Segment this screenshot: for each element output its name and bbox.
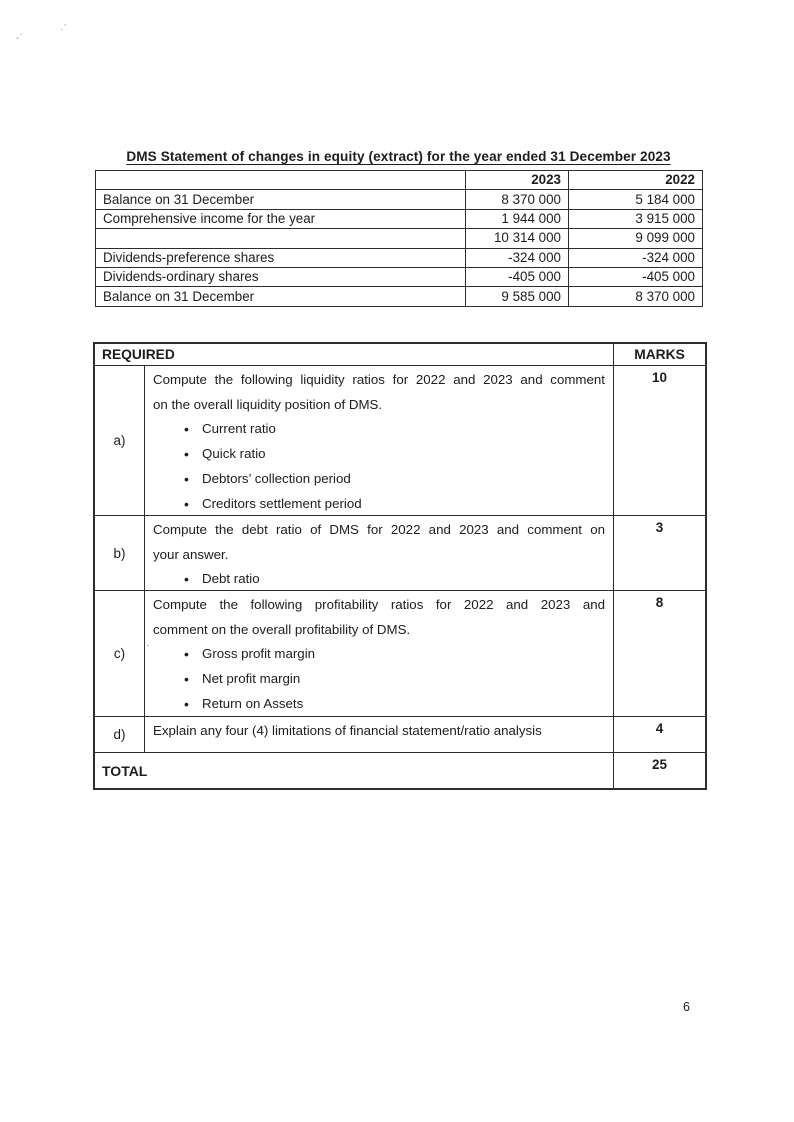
value-2023: -405 000 [466, 267, 569, 286]
equity-header-blank [96, 171, 466, 190]
marks-value-d: 4 [614, 716, 705, 752]
row-label: Balance on 31 December [96, 287, 466, 306]
marks-value-a: 10 [614, 365, 705, 515]
question-text-line: comment on the overall profitability of DMS. [153, 621, 411, 637]
value-2022: 8 370 000 [569, 287, 703, 306]
value-2022: 3 915 000 [569, 209, 703, 228]
value-2023: 10 314 000 [466, 229, 569, 248]
equity-header-2022: 2022 [569, 171, 703, 190]
table-row-subtotal [96, 229, 703, 248]
question-content-c [145, 590, 614, 716]
marks-value-c: 8 [614, 590, 705, 716]
bullet-item: • Quick ratio [153, 442, 605, 467]
required-table [93, 342, 707, 790]
value-2023: 1 944 000 [466, 209, 569, 228]
question-content-b [145, 515, 614, 590]
row-label: Dividends-preference shares [96, 248, 466, 267]
question-label-d: d) [95, 716, 145, 752]
required-header: REQUIRED [95, 344, 614, 365]
value-2022: 9 099 000 [569, 229, 703, 248]
question-text-line: your answer. [153, 546, 229, 562]
equity-statement-title: DMS Statement of changes in equity (extract) for the year ended 31 December 2023 [126, 149, 671, 164]
value-2022: 5 184 000 [569, 190, 703, 209]
question-text-line: Compute the following profitability ratios for 2022 and 2023 and [153, 597, 605, 612]
table-row [96, 209, 703, 228]
bullet-item: • Current ratio [153, 417, 605, 442]
question-content-a [145, 365, 614, 515]
total-label: TOTAL [95, 752, 614, 788]
equity-table [95, 170, 703, 307]
scan-artifact: ¸· [16, 29, 23, 40]
bullet-item: • Creditors settlement period [153, 492, 605, 517]
question-label-b: b) [95, 515, 145, 590]
table-row [96, 248, 703, 267]
bullet-item: • Return on Assets [153, 692, 605, 717]
value-2022: -405 000 [569, 267, 703, 286]
table-row [96, 267, 703, 286]
equity-header-2023: 2023 [466, 171, 569, 190]
row-label [96, 229, 466, 248]
question-text-line: Explain any four (4) limitations of financial statement/ratio analysis [153, 723, 542, 738]
question-label-c: c) [95, 590, 145, 716]
question-content-d [145, 716, 614, 752]
table-row [96, 287, 703, 306]
bullet-item: • Net profit margin [153, 667, 605, 692]
row-label: Dividends-ordinary shares [96, 267, 466, 286]
bullet-item: • Gross profit margin [153, 642, 605, 667]
value-2022: -324 000 [569, 248, 703, 267]
value-2023: 8 370 000 [466, 190, 569, 209]
table-row [96, 190, 703, 209]
question-text-line: Compute the following liquidity ratios for 2022 and 2023 and comment [153, 372, 605, 387]
scan-artifact: ·ˊ [60, 24, 67, 35]
question-label-a: a) [95, 365, 145, 515]
total-marks-value: 25 [614, 752, 705, 788]
question-text-line: on the overall liquidity position of DMS. [153, 396, 383, 412]
marks-value-b: 3 [614, 515, 705, 590]
row-label: Balance on 31 December [96, 190, 466, 209]
page-number: 6 [683, 1000, 690, 1014]
scan-artifact: · [146, 640, 150, 651]
bullet-item: • Debtors’ collection period [153, 467, 605, 492]
question-text-line: Compute the debt ratio of DMS for 2022 and 2023 and comment on [153, 522, 605, 537]
marks-header: MARKS [634, 347, 685, 362]
row-label: Comprehensive income for the year [96, 209, 466, 228]
value-2023: -324 000 [466, 248, 569, 267]
value-2023: 9 585 000 [466, 287, 569, 306]
bullet-item: • Debt ratio [153, 567, 605, 592]
equity-header-row [96, 171, 703, 190]
